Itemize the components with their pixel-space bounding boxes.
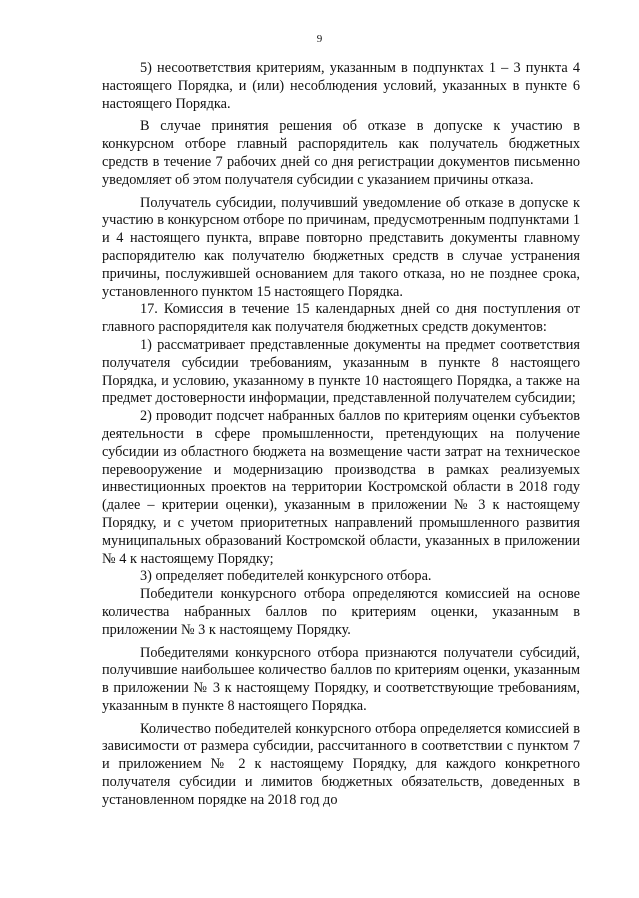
paragraph-subitem-1: 1) рассматривает представленные документы на предмет соответствия получателя субсидии требованиям, указанным в пункте 8 настоящего Порядка, и условию, указанному в пункте 10 настоящего Порядка, а также на предмет достоверности информации, представленной получателем субсидии; <box>102 336 580 407</box>
paragraph-subitem-2: 2) проводит подсчет набранных баллов по критериям оценки субъектов деятельности в сфере промышленности, претендующих на получение субсидии из областного бюджета на возмещение части затрат на техническое перевооружение и модернизацию производства в рамках реализуемых инвестиционных проектов на территории Костромской области в 2018 году (далее – критерии оценки), указанным в приложении № 3 к настоящему Порядку, и с учетом приоритетных направлений промышленного развития муниципальных образований Костромской области, указанных в приложении № 4 к настоящему Порядку; <box>102 408 580 567</box>
paragraph-winners-recognized: Победителями конкурсного отбора признаются получатели субсидий, получившие наибольшее количество баллов по критериям оценки, указанным в приложении № 3 к настоящему Порядку, и соответствующие требованиям, указанным в пункте 8 настоящего Порядка. <box>102 644 580 714</box>
paragraph-clause-17: 17. Комиссия в течение 15 календарных дней со дня поступления от главного распорядителя как получателя бюджетных средств документов: <box>102 301 580 336</box>
paragraph-winners-count: Количество победителей конкурсного отбора определяется комиссией в зависимости от размера субсидии, рассчитанного в соответствии с пунктом 7 и приложением № 2 к настоящему Порядку, для каждого конкретного получателя субсидии и лимитов бюджетных обязательств, доведенных в установленном порядке на 2018 год до <box>102 720 580 808</box>
paragraph-subitem-3: 3) определяет победителей конкурсного отбора. <box>140 568 432 585</box>
paragraph-refusal-notice: В случае принятия решения об отказе в допуске к участию в конкурсном отборе главный распорядитель как получатель бюджетных средств в течение 7 рабочих дней со дня регистрации документов письменно уведомляет об этом получателя субсидии с указанием причины отказа. <box>102 118 580 188</box>
document-body <box>102 60 580 810</box>
paragraph-resubmission: Получатель субсидии, получивший уведомление об отказе в допуске к участию в конкурсном отборе по причинам, предусмотренным подпунктами 1 и 4 настоящего пункта, вправе повторно представить документы главному распорядителю как получателю бюджетных средств в случае устранения причины, послужившей основанием для такого отказа, но не позднее срока, установленного пунктом 15 настоящего Порядка. <box>102 194 580 300</box>
paragraph-item-5: 5) несоответствия критериям, указанным в подпунктах 1 – 3 пункта 4 настоящего Порядка, и (или) несоблюдения условий, указанных в пункте 6 настоящего Порядка. <box>102 60 580 112</box>
paragraph-winners-basis: Победители конкурсного отбора определяются комиссией на основе количества набранных баллов по критериям оценки, указанным в приложении № 3 к настоящему Порядку. <box>102 586 580 638</box>
page-number: 9 <box>316 33 323 45</box>
